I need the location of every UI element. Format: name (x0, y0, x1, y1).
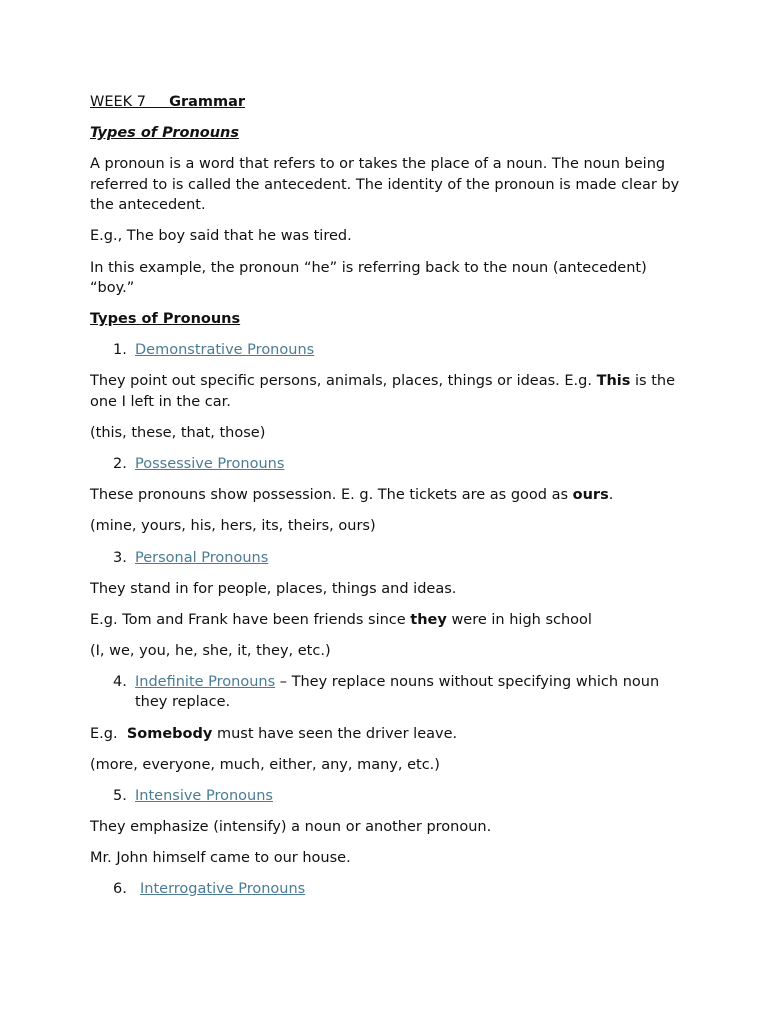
link-possessive-pronouns[interactable]: Possessive Pronouns (135, 456, 285, 473)
desc-text: These pronouns show possession. E. g. (90, 487, 374, 504)
desc-bold: ours (572, 487, 609, 504)
title-text: Types of Pronouns (90, 125, 240, 142)
week-label: WEEK 7 (90, 94, 147, 110)
demonstrative-list: (this, these, that, those) (90, 425, 266, 442)
indefinite-inline-description: – They replace nouns without specifying which noun they replace. (135, 673, 660, 711)
example-text: E.g. (90, 725, 127, 742)
section-heading (90, 309, 680, 330)
indefinite-example (90, 724, 680, 745)
link-intensive-pronouns[interactable]: Intensive Pronouns (135, 787, 273, 804)
item-number: 2. (113, 456, 127, 473)
explanation-paragraph: In this example, the pronoun “he” is referring back to the noun (antecedent) “boy.” (90, 259, 647, 297)
item-number: 6. (113, 881, 127, 898)
desc-text-end: is the one I left in the car. (90, 373, 676, 411)
item-number: 5. (113, 787, 127, 804)
item-number: 3. (113, 549, 127, 566)
link-interrogative-pronouns[interactable]: Interrogative Pronouns (140, 881, 306, 898)
link-indefinite-pronouns[interactable]: Indefinite Pronouns (135, 673, 276, 690)
section-heading-text: Types of Pronouns (90, 311, 241, 328)
week-header (90, 92, 680, 113)
demonstrative-description (90, 371, 680, 412)
example-text-end: must have seen the driver leave. (212, 725, 458, 742)
desc-text-end: . (608, 487, 614, 504)
possessive-list: (mine, yours, his, hers, its, theirs, ours) (90, 518, 376, 535)
desc-text-mid: The tickets are as good as (373, 487, 573, 504)
item-number: 4. (113, 673, 127, 690)
desc-text: They point out specific persons, animals, places, things or ideas. E.g. (90, 373, 597, 390)
item-number: 1. (113, 342, 127, 359)
possessive-description (90, 485, 680, 506)
list-item-intensive (90, 786, 680, 807)
intensive-example: Mr. John himself came to our house. (90, 849, 351, 866)
document-page (90, 92, 680, 910)
example-bold: they (410, 611, 447, 628)
list-item-demonstrative (90, 340, 680, 361)
list-item-interrogative (90, 879, 680, 900)
example-text: E.g. Tom and Frank have been friends since (90, 611, 411, 628)
example-paragraph: E.g., The boy said that he was tired. (90, 228, 352, 245)
intro-paragraph: A pronoun is a word that refers to or takes the place of a noun. The noun being referred to is called the antecedent. The identity of the pronoun is made clear by the antecedent. (90, 156, 680, 214)
personal-example (90, 610, 680, 631)
example-text-end: were in high school (446, 611, 592, 628)
indefinite-list: (more, everyone, much, either, any, many, etc.) (90, 756, 440, 773)
intensive-description: They emphasize (intensify) a noun or another pronoun. (90, 818, 492, 835)
list-item-indefinite (90, 672, 680, 713)
link-personal-pronouns[interactable]: Personal Pronouns (135, 549, 269, 566)
link-demonstrative-pronouns[interactable]: Demonstrative Pronouns (135, 342, 315, 359)
example-bold: Somebody (126, 725, 213, 742)
list-item-possessive (90, 454, 680, 475)
personal-description: They stand in for people, places, things and ideas. (90, 580, 457, 597)
document-title (90, 123, 680, 144)
desc-bold: This (596, 373, 631, 390)
personal-list: (I, we, you, he, she, it, they, etc.) (90, 642, 331, 659)
subject-label: Grammar (169, 94, 246, 110)
list-item-personal (90, 548, 680, 569)
